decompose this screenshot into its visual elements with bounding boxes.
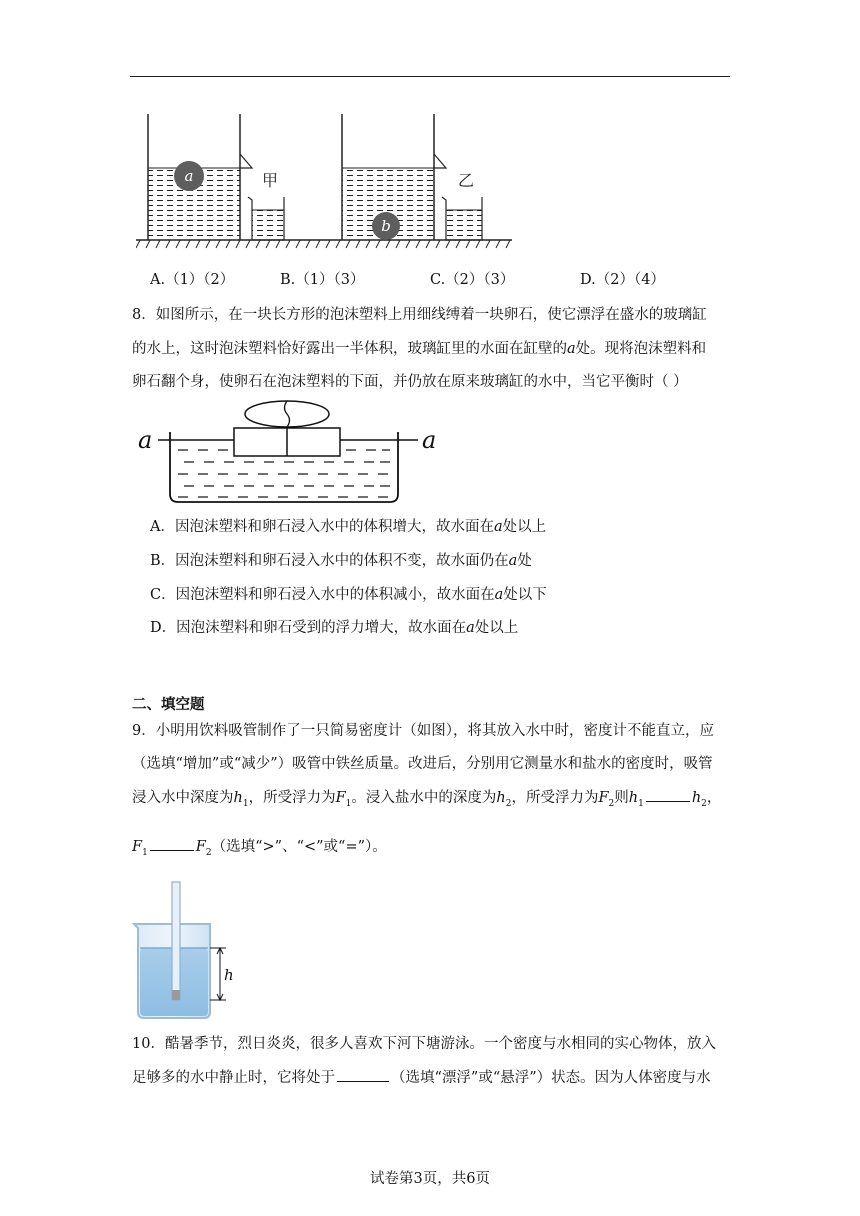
q8-fig-label-right: a — [422, 426, 437, 454]
label-jia: 甲 — [262, 171, 279, 190]
header-rule — [130, 76, 730, 77]
ball-a-label: a — [184, 167, 194, 185]
q9-line4: $F_1$ $F_2$（选填“>”、“<”或“=”）。 — [132, 839, 387, 858]
q9-line3: 浸入水中深度为$h_1$，所受浮力为$F_1$。浸入盐水中的深度为$h_2$，所受浮力为$F_2$则$h_1$ $h_2$， — [132, 790, 722, 809]
q10-line1: 10．酷暑季节，烈日炎炎，很多人喜欢下河下塘游泳。一个密度与水相同的实心物体，放入 — [132, 1036, 716, 1052]
q7-option-c: C.（2）（3） — [430, 272, 515, 288]
q9-figure — [128, 876, 248, 1022]
q8-option-d: D．因泡沫塑料和卵石受到的浮力增大，故水面在a处以上 — [150, 620, 519, 636]
ball-b-label: b — [381, 217, 391, 235]
q8-figure — [132, 398, 452, 510]
q9-line2: （选填“增加”或“减少”）吸管中铁丝质量。改进后，分别用它测量水和盐水的密度时，吸管 — [132, 756, 713, 772]
section-title: 二、填空题 — [132, 696, 205, 713]
q7-figure — [136, 108, 516, 258]
q7-option-d: D.（2）（4） — [580, 272, 665, 288]
q8-line3: 卵石翻个身，使卵石在泡沫塑料的下面，并仍放在原来玻璃缸的水中，当它平衡时（ ） — [132, 374, 688, 390]
q8-line1: 8．如图所示，在一块长方形的泡沫塑料上用细线缚着一块卵石，使它漂浮在盛水的玻璃缸 — [132, 307, 707, 323]
q8-line2: 的水上，这时泡沫塑料恰好露出一半体积，玻璃缸里的水面在缸壁的a处。现将泡沫塑料和 — [132, 341, 707, 357]
q7-option-b: B.（1）（3） — [280, 272, 365, 288]
q8-option-c: C．因泡沫塑料和卵石浸入水中的体积减小，故水面在a处以下 — [150, 587, 547, 603]
label-yi: 乙 — [458, 171, 475, 190]
h-label: h — [224, 966, 234, 984]
q10-line2: 足够多的水中静止时，它将处于 （选填“漂浮”或“悬浮”）状态。因为人体密度与水 — [132, 1070, 711, 1086]
q8-option-b: B．因泡沫塑料和卵石浸入水中的体积不变，故水面仍在a处 — [150, 553, 532, 569]
q8-fig-label-left: a — [138, 426, 153, 454]
q8-option-a: A．因泡沫塑料和卵石浸入水中的体积增大，故水面在a处以上 — [150, 519, 547, 535]
q7-option-a: A.（1）（2） — [150, 272, 235, 288]
q9-line1: 9．小明用饮料吸管制作了一只简易密度计（如图），将其放入水中时，密度计不能直立，应 — [132, 723, 714, 739]
page-footer: 试卷第3页，共6页 — [370, 1171, 490, 1187]
